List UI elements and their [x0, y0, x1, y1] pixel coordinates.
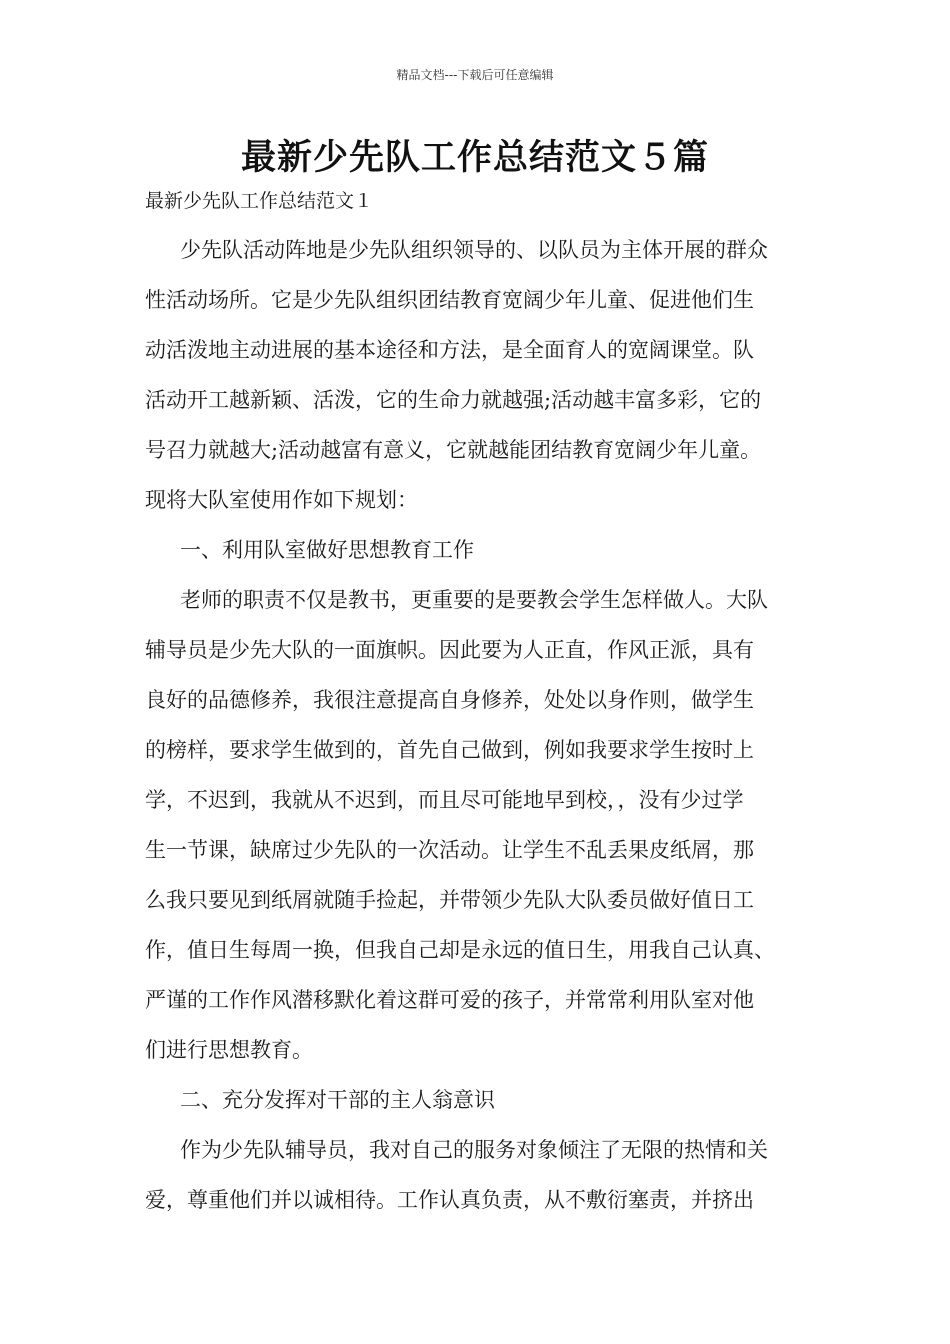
section-heading: 一、利用队室做好思想教育工作 [180, 538, 474, 562]
paragraph-line: 么我只要见到纸屑就随手捡起，并带领少先队大队委员做好值日工 [145, 888, 754, 912]
section-heading: 二、充分发挥对干部的主人翁意识 [180, 1088, 495, 1112]
paragraph-line: 老师的职责不仅是教书，更重要的是要教会学生怎样做人。大队 [180, 588, 768, 612]
paragraph-line: 的榜样，要求学生做到的，首先自己做到，例如我要求学生按时上 [145, 738, 754, 762]
paragraph-line: 生一节课，缺席过少先队的一次活动。让学生不乱丢果皮纸屑，那 [145, 838, 754, 862]
paragraph-line: 辅导员是少先大队的一面旗帜。因此要为人正直，作风正派，具有 [145, 638, 754, 662]
paragraph-line: 作，值日生每周一换，但我自己却是永远的值日生，用我自己认真、 [145, 938, 775, 962]
paragraph-line: 良好的品德修养，我很注意提高自身修养，处处以身作则，做学生 [145, 688, 754, 712]
paragraph-line: 活动开工越新颖、活泼，它的生命力就越强;活动越丰富多彩，它的 [145, 388, 762, 412]
paragraph-line: 学，不迟到，我就从不迟到，而且尽可能地早到校，，没有少过学 [145, 788, 744, 812]
paragraph-line: 们进行思想教育。 [145, 1038, 313, 1062]
document-body [145, 232, 825, 1232]
paragraph-line: 作为少先队辅导员，我对自己的服务对象倾注了无限的热情和关 [180, 1138, 768, 1162]
paragraph-line: 现将大队室使用作如下规划： [145, 488, 418, 512]
paragraph-line: 号召力就越大;活动越富有意义，它就越能团结教育宽阔少年儿童。 [145, 438, 762, 462]
page-title: 最新少先队工作总结范文５篇 [240, 138, 709, 178]
paragraph-line: 性活动场所。它是少先队组织团结教育宽阔少年儿童、促进他们生 [145, 288, 754, 312]
header-note: 精品文档---下载后可任意编辑 [396, 68, 554, 82]
paragraph-line: 爱，尊重他们并以诚相待。工作认真负责，从不敷衍塞责，并挤出 [145, 1188, 754, 1212]
paragraph-line: 动活泼地主动进展的基本途径和方法，是全面育人的宽阔课堂。队 [145, 338, 754, 362]
section-subtitle: 最新少先队工作总结范文１ [145, 190, 374, 212]
paragraph-line: 严谨的工作作风潜移默化着这群可爱的孩子，并常常利用队室对他 [145, 988, 754, 1012]
paragraph-line: 少先队活动阵地是少先队组织领导的、以队员为主体开展的群众 [180, 238, 768, 262]
